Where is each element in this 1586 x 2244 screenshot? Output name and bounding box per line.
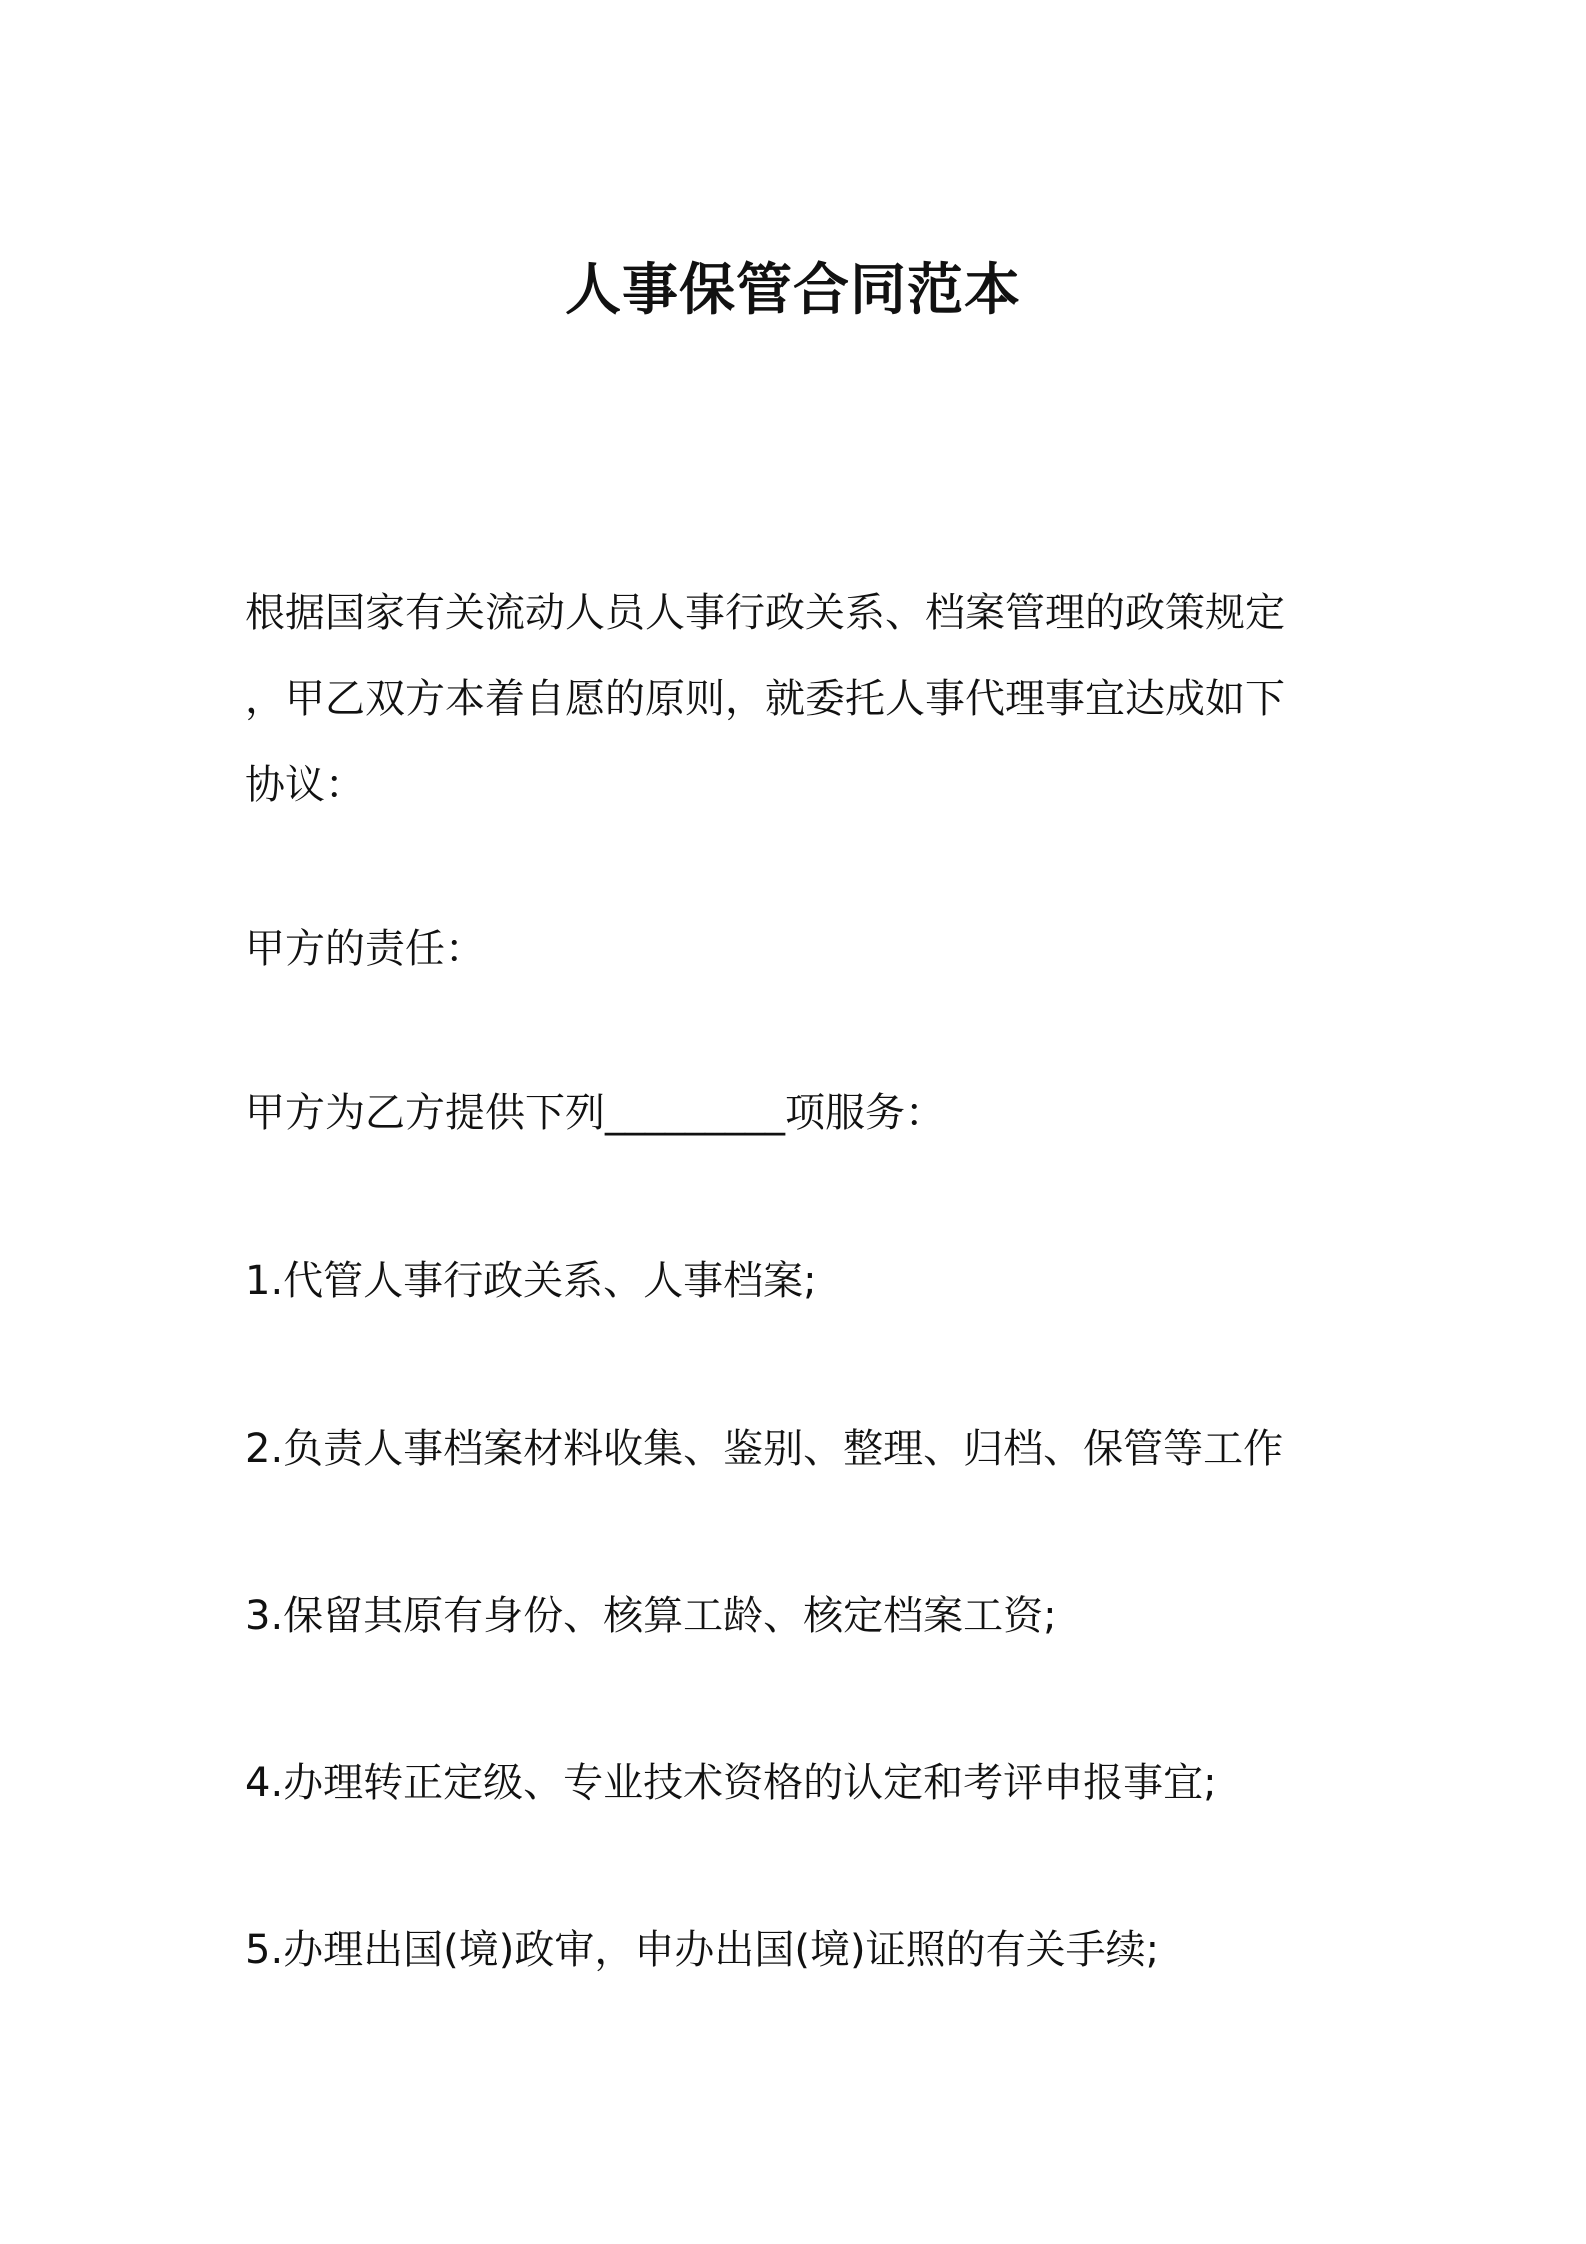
list-item: 4.办理转正定级、专业技术资格的认定和考评申报事宜; [245,1760,1217,1806]
intro-line: ，甲乙双方本着自愿的原则，就委托人事代理事宜达成如下 [245,676,1285,722]
party-a-heading: 甲方的责任： [245,926,485,972]
list-item: 3.保留其原有身份、核算工龄、核定档案工资; [245,1593,1057,1639]
intro-paragraph [245,570,1355,828]
document-title: 人事保管合同范本 [565,258,1021,323]
intro-line: 根据国家有关流动人员人事行政关系、档案管理的政策规定 [245,590,1285,636]
list-item: 2.负责人事档案材料收集、鉴别、整理、归档、保管等工作 [245,1426,1284,1472]
intro-line: 协议： [245,762,365,808]
list-item: 5.办理出国(境)政审，申办出国(境)证照的有关手续; [245,1927,1160,1973]
services-line: 甲方为乙方提供下列_________项服务： [245,1090,945,1136]
list-item: 1.代管人事行政关系、人事档案; [245,1258,817,1304]
